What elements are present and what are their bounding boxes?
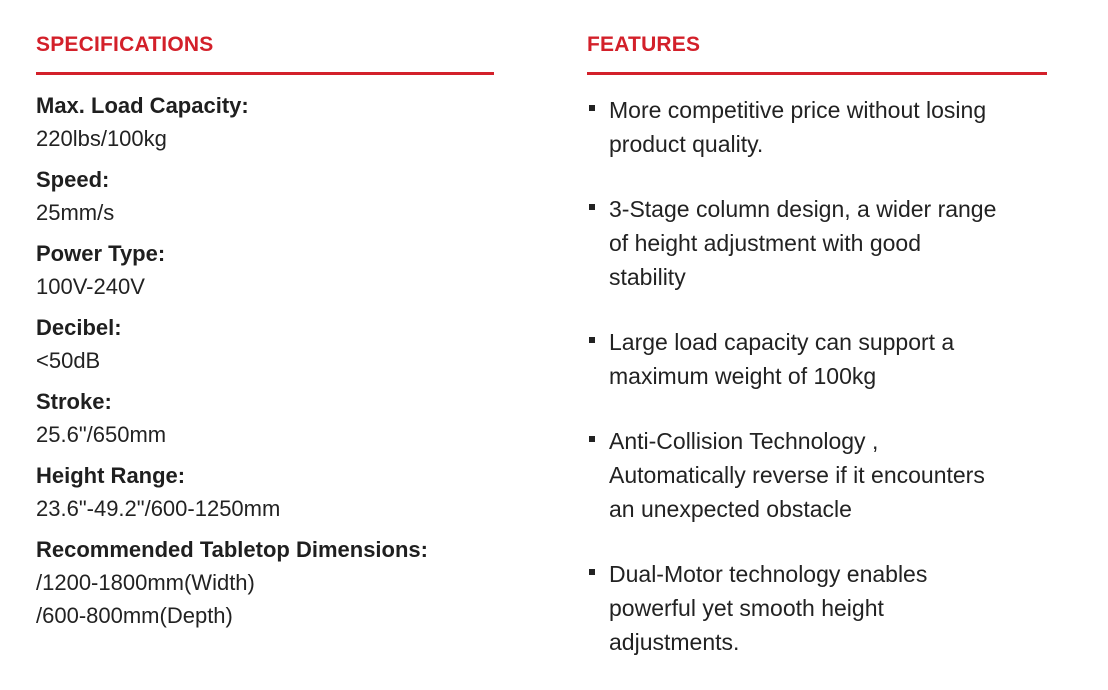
- feature-text-line: 3-Stage column design, a wider range: [609, 196, 997, 222]
- square-bullet-icon: [589, 337, 595, 343]
- spec-label: Speed:: [36, 167, 110, 192]
- spec-label: Power Type:: [36, 241, 166, 266]
- feature-item: [587, 93, 1047, 161]
- spec-value: 23.6"-49.2"/600-1250mm: [36, 496, 281, 521]
- spec-value: 25mm/s: [36, 200, 115, 225]
- spec-label: Recommended Tabletop Dimensions:: [36, 537, 428, 562]
- spec-label: Stroke:: [36, 389, 112, 414]
- feature-text-line: maximum weight of 100kg: [609, 363, 877, 389]
- spec-item: [36, 311, 494, 377]
- feature-text-line: Automatically reverse if it encounters: [609, 462, 985, 488]
- feature-text-line: of height adjustment with good: [609, 230, 921, 256]
- spec-value: 100V-240V: [36, 274, 145, 299]
- feature-item: [587, 557, 1047, 659]
- spec-item: [36, 385, 494, 451]
- features-list: [587, 93, 1047, 659]
- square-bullet-icon: [589, 436, 595, 442]
- spec-item: [36, 163, 494, 229]
- square-bullet-icon: [589, 105, 595, 111]
- spec-value: /1200-1800mm(Width): [36, 570, 255, 595]
- spec-item: [36, 237, 494, 303]
- square-bullet-icon: [589, 569, 595, 575]
- feature-text-line: More competitive price without losing: [609, 97, 987, 123]
- specifications-section: [36, 30, 494, 640]
- specifications-title: SPECIFICATIONS: [36, 33, 214, 56]
- feature-text-line: product quality.: [609, 131, 764, 157]
- feature-text-line: Dual-Motor technology enables: [609, 561, 928, 587]
- feature-text-line: Anti-Collision Technology ,: [609, 428, 879, 454]
- feature-item: [587, 424, 1047, 526]
- square-bullet-icon: [589, 204, 595, 210]
- specifications-divider: [36, 72, 494, 75]
- spec-label: Max. Load Capacity:: [36, 93, 249, 118]
- feature-text-line: stability: [609, 264, 686, 290]
- specifications-list: [36, 89, 494, 632]
- features-section: [587, 30, 1047, 690]
- feature-text-line: an unexpected obstacle: [609, 496, 852, 522]
- feature-text-line: powerful yet smooth height: [609, 595, 884, 621]
- spec-label: Height Range:: [36, 463, 186, 488]
- spec-value: 220lbs/100kg: [36, 126, 167, 151]
- features-divider: [587, 72, 1047, 75]
- spec-value: <50dB: [36, 348, 101, 373]
- features-title: FEATURES: [587, 33, 701, 56]
- spec-label: Decibel:: [36, 315, 122, 340]
- feature-text-line: adjustments.: [609, 629, 740, 655]
- spec-item: [36, 459, 494, 525]
- spec-value: /600-800mm(Depth): [36, 603, 233, 628]
- spec-value: 25.6"/650mm: [36, 422, 167, 447]
- spec-item: [36, 533, 494, 632]
- spec-item: [36, 89, 494, 155]
- feature-item: [587, 192, 1047, 294]
- feature-text-line: Large load capacity can support a: [609, 329, 955, 355]
- feature-item: [587, 325, 1047, 393]
